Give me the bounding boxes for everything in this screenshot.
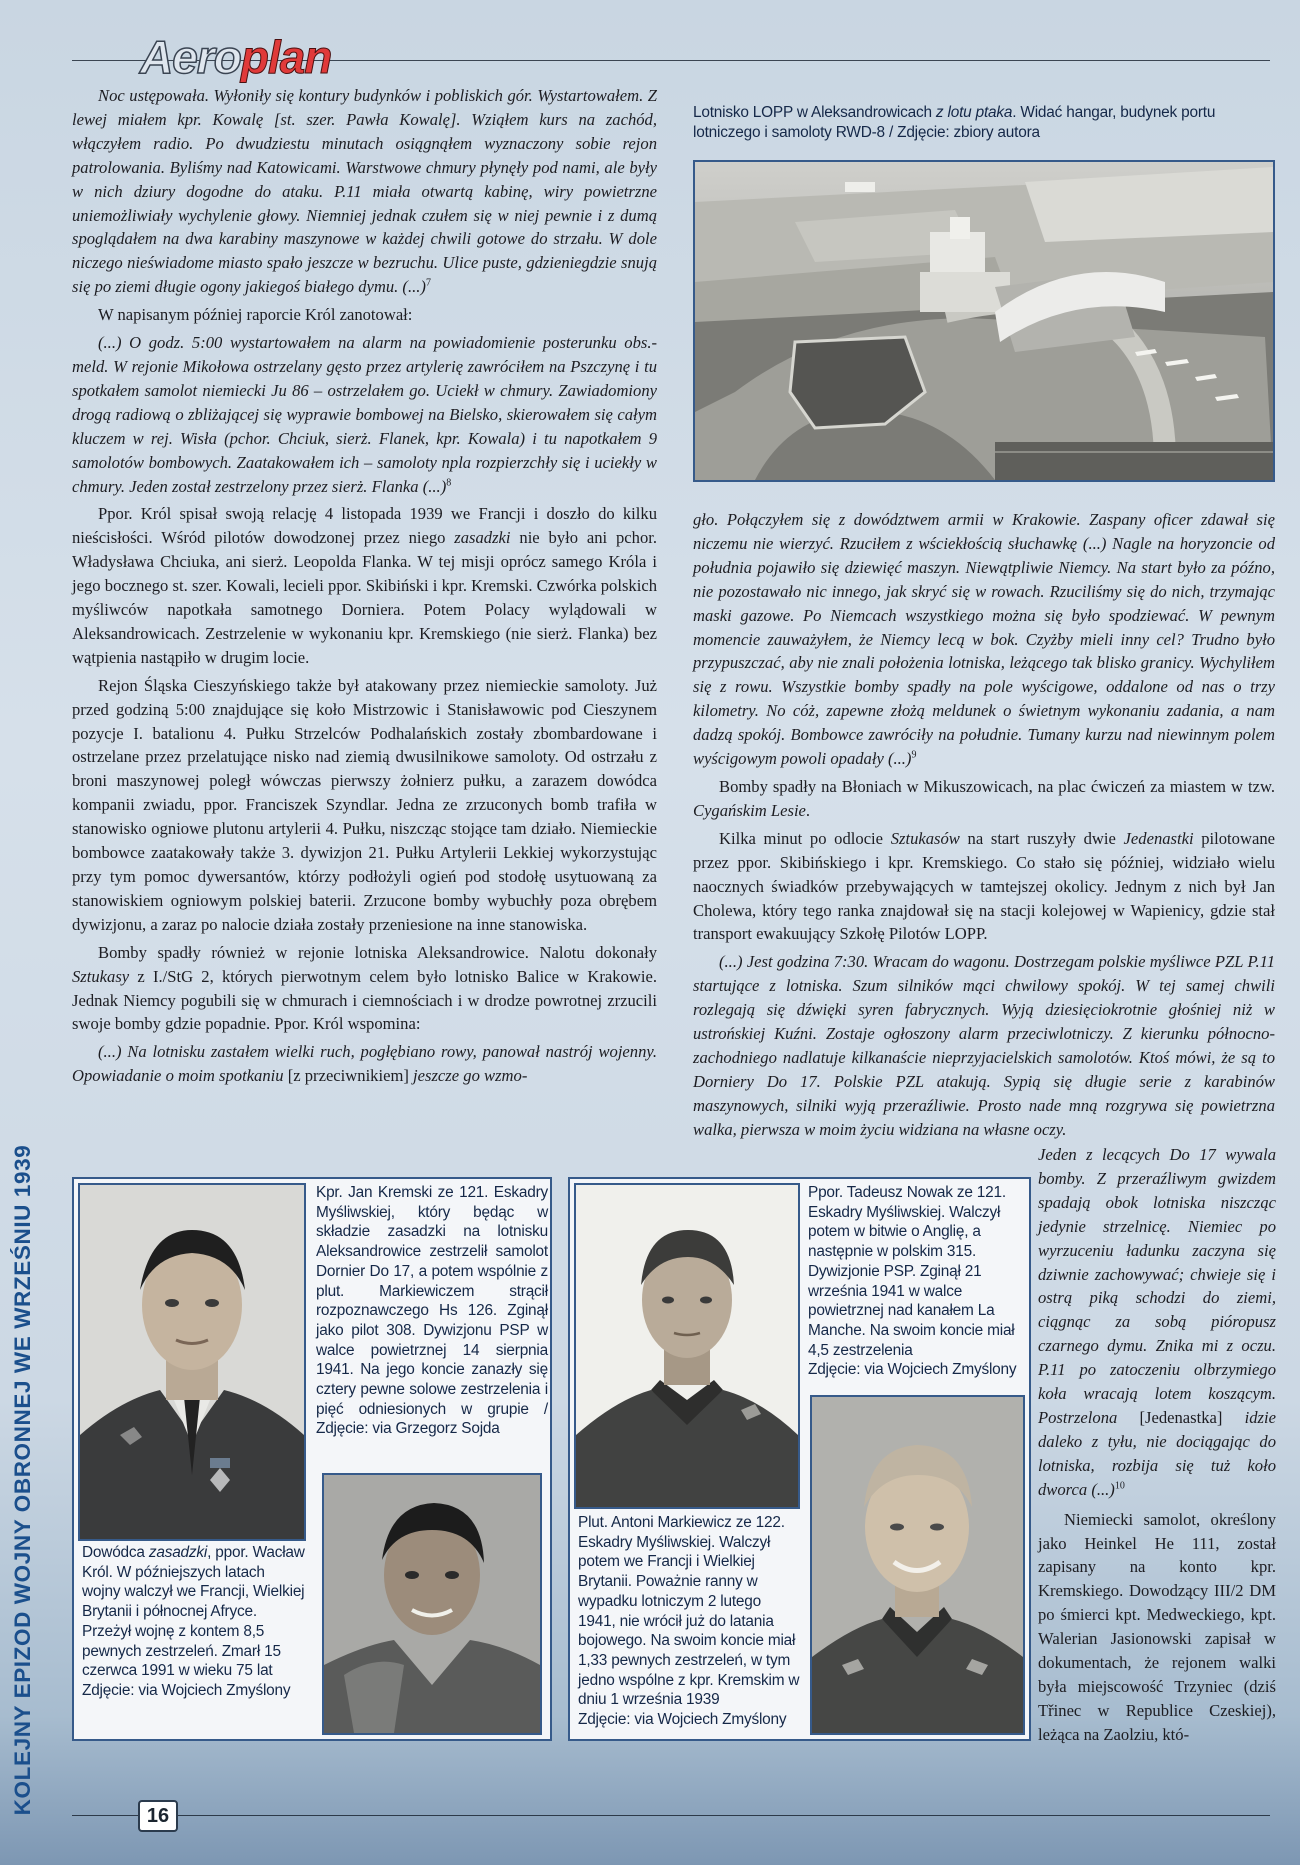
magazine-logo: Aeroplan [140,31,332,83]
markiewicz-caption: Plut. Antoni Markiewicz ze 122. Eskadry Myśliwskiej. Walczył potem we Francji i Wielkiej Brytanii. Poważnie ranny w wypadku lotniczym 2 lutego 1941, nie wrócił już do latania bojowego. Na swoim koncie miał 1,33 pewnych zestrzeleń, w tym jedno wspólne z kpr. Kremskim w dniu 1 września 1939 Zdjęcie: via Wojciech Zmyślony [578,1514,800,1729]
spine-text: KOLEJNY EPIZOD WOJNY OBRONNEJ WE WRZEŚNIU 1939 [10,1144,35,1816]
kremski-caption: Kpr. Jan Kremski ze 121. Eskadry Myśliwskiej, który będąc w składzie zasadzki na lotnisku Aleksandrowice zestrzelił samolot Dornier Do 17, a potem wspólnie z plut. Markiewiczem strącił rozpoznawczego Hs 126. Zginął jako pilot 308. Dywizjonu PSP w walce powietrznej 14 sierpnia 1941. Na jego koncie zanazły się cztery pewne solowe zestrzelenia i pięć odniesionych w grupie / Zdjęcie: via Grzegorz Sojda [316,1184,548,1438]
airfield-aerial-image [695,162,1273,480]
quote-paragraph: (...) Na lotnisku zastałem wielki ruch, pogłębiano rowy, panował nastrój wojenny. Opowiadanie o moim spotkaniu [z przeciwnikiem] jeszcze go wzmo- [72,1042,657,1086]
quote-paragraph: gło. Połączyłem się z dowództwem armii w Krakowie. Zaspany oficer zdawał się niczemu nie wierzyć. Rzuciłem z wściekłością słuchawkę (...) Nagle na horyzoncie od południa pojawiło się dziewięć maszyn. Niewątpliwie Niemcy. Na start było za późno, nie pozostawało nic innego, jak skryć się w rowach. Rzuciliśmy się do nich, trzymając maski gazowe. Po Niemcach wszystkiego można się było spodziewać. W pewnym momencie zauważyłem, że Niemcy lecą w bok. Czyżby mieli inny cel? Trudno było przypuszczać, aby nie znali położenia lotniska, leżącego tak blisko granicy. Wychyliłem się z rowu. Wszystkie bomby spadły na pole wyścigowe, oddalone od nas o trzy kilometry. No cóż, zapewne złożą meldunek o świetnym wykonaniu zadania, a nam dadzą spokój. Bombowce zawróciły na południe. Tumany kurzu nad niewinnym polem wyścigowym powoli opadały (...)$^9$ [693,510,1275,769]
body-paragraph: Bomby spadły na Błoniach w Mikuszowicach, na plac ćwiczeń za miastem w tzw. Cygańskim Lesie. [693,776,1275,820]
kremski-portrait-image [324,1475,540,1733]
quote-paragraph: (...) Jest godzina 7:30. Wracam do wagonu. Dostrzegam polskie myśliwce PZL P.11 startujące z lotniska. Szum silników mąci chwilowy spokój. W tej samej chwili rozlegają się dźwięki syren fabrycznych. Wyją dziesięciokrotnie głośniej niż w ustrońskiej Kuźni. Zostaje ogłoszony alarm przeciwlotniczy. Z kierunku północno-zachodniego nadlatuje kilkanaście nieprzyjacielskich samolotów. Ktoś mówi, że są to Dorniery Do 17. Polskie PZL atakują. Sypią się długie serie z karabinów maszynowych, silniki wyją przeraźliwie. Prosto nade mną rozgrywa się powietrzna walka, pierwsza w moim życiu widziana na własne oczy. [693,952,1275,1139]
body-paragraph: Rejon Śląska Cieszyńskiego także był atakowany przez niemieckie samoloty. Już przed godziną 5:00 znajdujące się koło Mistrzowic i Stanisławowic pod Cieszynem pozycje I. batalionu 4. Pułku Strzelców Podhalańskich zostały zbombardowane i ostrzelane przez przelatujące nisko nad ziemią dwusilnikowe samoloty. Od ostrzału z broni maszynowej poległ wówczas pierwszy żołnierz pułku, a zarazem dowódca kompanii zwiadu, ppor. Franciszek Szyndlar. Jedna ze zrzuconych bomb trafiła w stanowisko ogniowe plutonu artylerii 4. Pułku, niszcząc stojące tam działo. Niemieckie bombowce zaatakowały także 3. dywizjon 21. Pułku Artylerii Lekkiej wykorzystując przy tym pomoc dywersantów, którzy podłożyli ogień pod stodołę usytuowaną za stanowiskiem ogniowym polskiej baterii. Zrzucone bomby wybuchły poza obrębem dywizjonu, a zaraz po nalocie działa zostały przeniesione na inne stanowiska. [72,675,657,934]
markiewicz-portrait-photo [574,1183,800,1509]
right-narrow-column [1038,1143,1276,1747]
krol-portrait-image [80,1185,304,1539]
markiewicz-portrait-image [576,1185,798,1507]
body-paragraph: W napisanym później raporcie Król zanotował: [98,305,413,325]
krol-portrait-photo [78,1183,306,1541]
body-paragraph: Ppor. Król spisał swoją relację 4 listopada 1939 we Francji i doszło do kilku nieścisłości. Wśród pilotów dowodzonej przez niego zasadzki nie było ani pchor. Władysława Chciuka, ani sierż. Leopolda Flanka. W tej misji oprócz samego Króla i jego bocznego st. szer. Kowali, lecieli ppor. Skibiński i kpr. Kremski. Czwórka polskich myśliwców napotkała samotnego Dorniera. Potem Polacy wylądowali w Aleksandrowicach. Zestrzelenie w wykonaniu kpr. Kremskiego (nie sierż. Flanka) bez wątpienia nastąpiło w drugim locie. [72,504,658,667]
quote-paragraph: Jeden z lecących Do 17 wywala bomby. Z przeraźliwym gwizdem spadają obok lotniska niszcząc jedynie strzelnicę. Niemiec po wyrzuceniu ładunku zaczyna się dziwnie zachowywać; chwieje się i ostrą piką schodzi do ziemi, ciągnąc za sobą pióropusz czarnego dymu. Znika mi z oczu. P.11 po zatoczeniu olbrzymiego koła wracają lotem koszącym. Postrzelona [Jedenastka] idzie daleko z tyłu, nie dociągając do lotniska, rozbija się tuż koło dworca (...)$^{10}$ [1038,1145,1276,1499]
right-text-column [693,508,1275,1142]
left-text-column [72,84,657,1088]
markiewicz-credit: Zdjęcie: via Wojciech Zmyślony [578,1711,787,1729]
airfield-aerial-photo [693,160,1275,482]
page-number: 16 [138,1800,178,1832]
krol-credit: Zdjęcie: via Wojciech Zmyślony [82,1681,291,1699]
nowak-portrait-photo [810,1395,1025,1735]
quote-paragraph: (...) O godz. 5:00 wystartowałem na alarm na powiadomienie posterunku obs.-meld. W rejonie Mikołowa ostrzelany gęsto przez artylerię zawróciłem na Pszczynę i tu spotkałem samolot niemiecki Ju 86 – ostrzelałem go. Uciekł w chmury. Zawiadomiony drogą radiową o zbliżającej się wyprawie bombowej na Bielsko, skierowałem się całym kluczem w rej. Wisła (pchor. Chciuk, sierż. Flanek, kpr. Kowala) i tu napotkałem 9 samolotów bombowych. Zaatakowałem ich – samoloty npla rozpierzchły się i uciekły w chmury. Jeden został zestrzelony przez sierż. Flanka (...)$^8$ [72,333,657,496]
krol-caption: Dowódca zasadzki, ppor. Wacław Król. W późniejszych latach wojny walczył we Francji, Wielkiej Brytanii i północnej Afryce. Przeżył wojnę z kontem 8,5 pewnych zestrzeleń. Zmarł 15 czerwca 1991 w wieku 75 lat Zdjęcie: via Wojciech Zmyślony [82,1544,305,1699]
nowak-credit: Zdjęcie: via Wojciech Zmyślony [808,1361,1017,1379]
quote-paragraph: Noc ustępowała. Wyłoniły się kontury budynków i pobliskich gór. Wystartowałem. Z lewej miałem kpr. Kowalę [st. szer. Pawła Kowalę]. Wziąłem kurs na zachód, włączyłem radio. Po dwudziestu minutach osiągnąłem wyznaczony sobie rejon patrolowania. Byliśmy nad Katowicami. Warstwowe chmury płynęły pod nami, ale były w nich dziury dogodne do ataku. P.11 miała otwartą kabinę, wiry powietrzne uniemożliwiały wychylenie głowy. Niemniej jednak czułem się w niej pewnie i z dumą spoglądałem na dwa karabiny maszynowe w każdej chwili gotowe do strzału. W dole niczego nieświadome miasto spało jeszcze w bezruchu. Ulice puste, gdzieniegdzie snują się po ziemi długie ogony jakiegoś białego dymu. (...)$^7$ [72,86,657,297]
airfield-photo-caption: Lotnisko LOPP w Aleksandrowicach z lotu ptaka. Widać hangar, budynek portu lotniczego i samoloty RWD-8 / Zdjęcie: zbiory autora [693,104,1216,141]
footer-rule [72,1815,1270,1816]
body-paragraph: Kilka minut po odlocie Sztukasów na start ruszyły dwie Jedenastki pilotowane przez ppor. Skibińskiego i kpr. Kremskiego. Co stało się później, widziało wielu naocznych świadków przebywających w tamtejszej okolicy. Jednym z nich był Jan Cholewa, który tego ranka znajdował się na stacji kolejowej w Wapienicy, gdzie stał transport ewakuujący Szkołę Pilotów LOPP. [693,828,1275,944]
body-paragraph: Niemiecki samolot, określony jako Heinkel He 111, został zapisany na konto kpr. Kremskiego. Dowodzący III/2 DM po śmierci kpt. Medweckiego, kpt. Walerian Jasionowski zapisał w dokumentach, że rejonem walki była miejscowość Trzyniec (dziś Třinec w Republice Czeskiej), leżąca na Zaolziu, któ- [1038,1509,1276,1744]
body-paragraph: Bomby spadły również w rejonie lotniska Aleksandrowice. Nalotu dokonały Sztukasy z I./StG 2, których pierwotnym celem było lotnisko Balice w Krakowie. Jednak Niemcy pogubili się w chmurach i ciemnościach i w drodze powrotnej zrzucili swoje bomby gdzie popadnie. Ppor. Król wspomina: [72,942,657,1034]
kremski-portrait-photo [322,1473,542,1735]
section-spine [6,1120,40,1840]
nowak-portrait-image [812,1397,1023,1733]
nowak-caption: Ppor. Tadeusz Nowak ze 121. Eskadry Myśliwskiej. Walczył potem w bitwie o Anglię, a następnie w polskim 315. Dywizjonie PSP. Zginął 21 września 1941 w walce powietrznej nad kanałem La Manche. Na swoim koncie miał 4,5 zestrzelenia Zdjęcie: via Wojciech Zmyślony [808,1184,1017,1379]
